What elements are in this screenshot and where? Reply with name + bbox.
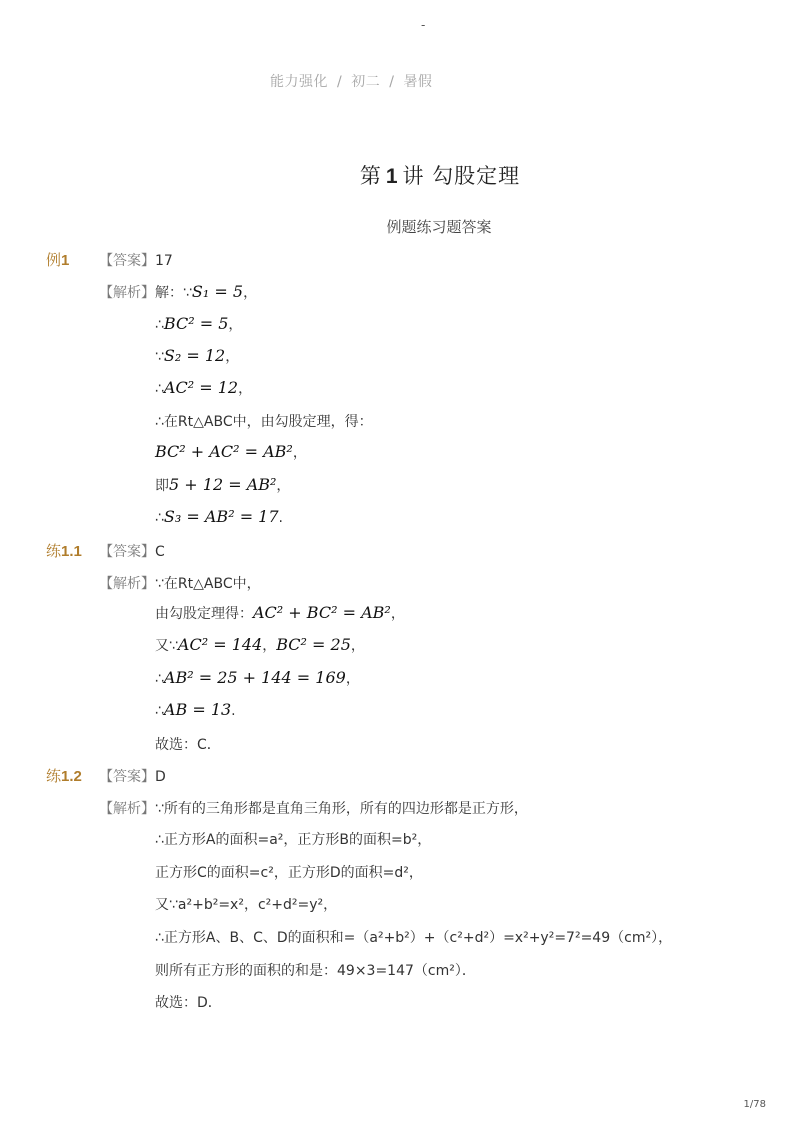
practice-1-2-line-3: 正方形C的面积=c²，正方形D的面积=d²， <box>155 865 423 881</box>
practice-1-2-answer <box>99 766 166 786</box>
math: AB² = 25 + 144 = 169 <box>163 668 346 687</box>
example-1-analysis-line-1 <box>99 282 257 302</box>
text: ， <box>262 638 277 654</box>
math: AC² = 12 <box>163 378 239 397</box>
text: ， <box>243 285 258 301</box>
text: ， <box>225 349 240 365</box>
text: ∵所有的三角形都是直角三角形，所有的四边形都是正方形， <box>155 801 528 817</box>
practice-1-2-line-2: ∴正方形A的面积=a²，正方形B的面积=b²， <box>155 832 432 848</box>
example-1-line-2 <box>155 314 242 334</box>
breadcrumb <box>270 71 432 91</box>
title-text: 讲 勾股定理 <box>402 164 521 188</box>
example-1-line-8 <box>155 507 283 526</box>
text: ∴ <box>155 703 164 719</box>
text: ， <box>276 478 291 494</box>
math: AB = 13 <box>163 700 232 719</box>
label-prefix: 练 <box>46 768 62 785</box>
text: ∴ <box>155 510 164 526</box>
math: AC² = 144 <box>177 635 263 654</box>
label-prefix: 练 <box>46 543 62 560</box>
math: BC² = 5 <box>163 314 229 333</box>
math: BC² = 25 <box>276 635 351 654</box>
text: ∴ <box>155 317 164 333</box>
practice-1-1-line-2 <box>155 603 405 623</box>
example-1-line-7 <box>155 475 290 495</box>
math: S₁ = 5 <box>191 282 244 301</box>
text: ∵在Rt△ABC中， <box>155 576 261 592</box>
text: ， <box>292 445 307 461</box>
answer-tag: 【答案】 <box>99 253 155 269</box>
practice-1-1-analysis-line-1 <box>99 573 261 593</box>
label-number: 1 <box>61 252 70 269</box>
label-number: 1.2 <box>61 768 82 785</box>
math: BC² + AC² = AB² <box>155 442 293 461</box>
title-prefix: 第 <box>359 164 382 188</box>
math: S₂ = 12 <box>163 346 226 365</box>
practice-1-1-line-5 <box>155 700 236 719</box>
practice-1-2-line-6: 则所有正方形的面积的和是：49×3=147（cm²）． <box>155 963 476 979</box>
practice-1-1-line-3 <box>155 635 365 655</box>
text: ， <box>345 671 360 687</box>
breadcrumb-separator: / <box>337 74 343 90</box>
lecture-title <box>0 160 800 190</box>
math: AC² + BC² = AB² <box>253 603 391 622</box>
text: ∴ <box>155 381 164 397</box>
example-1-line-6 <box>155 442 307 462</box>
title-number: 1 <box>385 165 399 188</box>
analysis-tag: 【解析】 <box>99 576 155 592</box>
section-subtitle: 例题练习题答案 <box>386 218 492 236</box>
text: . <box>278 510 283 526</box>
example-1-line-3 <box>155 346 239 366</box>
text: ∵ <box>155 349 164 365</box>
text: 即 <box>155 478 169 494</box>
practice-1-2-line-5: ∴正方形A、B、C、D的面积和=（a²+b²）+（c²+d²）=x²+y²=7²=49（cm²）， <box>155 930 673 946</box>
practice-1-1-label <box>46 540 82 561</box>
page-number: 1/78 <box>743 1099 766 1110</box>
answer-value: C <box>155 544 165 560</box>
text: ， <box>228 317 243 333</box>
answer-value: D <box>155 769 166 785</box>
breadcrumb-term: 暑假 <box>403 74 433 90</box>
label-number: 1.1 <box>61 543 82 560</box>
example-1-answer <box>99 250 173 270</box>
answer-tag: 【答案】 <box>99 544 155 560</box>
answer-value: 17 <box>155 253 173 269</box>
example-1-line-4 <box>155 378 252 398</box>
math: 5 + 12 = AB² <box>169 475 277 494</box>
practice-1-2-label <box>46 765 82 786</box>
text: 解：∵ <box>155 285 192 301</box>
analysis-tag: 【解析】 <box>99 285 155 301</box>
text: 又∵ <box>155 638 178 654</box>
text: ， <box>350 638 365 654</box>
breadcrumb-separator: / <box>389 74 395 90</box>
text: 由勾股定理得： <box>155 606 253 622</box>
practice-1-2-analysis-line-1 <box>99 798 528 818</box>
example-1-line-5: ∴在Rt△ABC中，由勾股定理，得： <box>155 414 373 430</box>
top-dash: - <box>421 18 426 32</box>
math: S₃ = AB² = 17 <box>163 507 279 526</box>
practice-1-2-line-7: 故选：D． <box>155 995 222 1011</box>
label-prefix: 例 <box>46 252 62 269</box>
practice-1-2-line-4: 又∵a²+b²=x²，c²+d²=y²， <box>155 897 338 913</box>
answer-tag: 【答案】 <box>99 769 155 785</box>
text: ， <box>238 381 253 397</box>
text: . <box>231 703 236 719</box>
practice-1-1-line-4 <box>155 668 360 688</box>
text: ， <box>390 606 405 622</box>
practice-1-1-answer <box>99 541 165 561</box>
breadcrumb-grade: 初二 <box>351 74 381 90</box>
example-1-label <box>46 249 69 270</box>
practice-1-1-line-6: 故选：C． <box>155 737 221 753</box>
analysis-tag: 【解析】 <box>99 801 155 817</box>
breadcrumb-course: 能力强化 <box>270 74 328 90</box>
text: ∴ <box>155 671 164 687</box>
